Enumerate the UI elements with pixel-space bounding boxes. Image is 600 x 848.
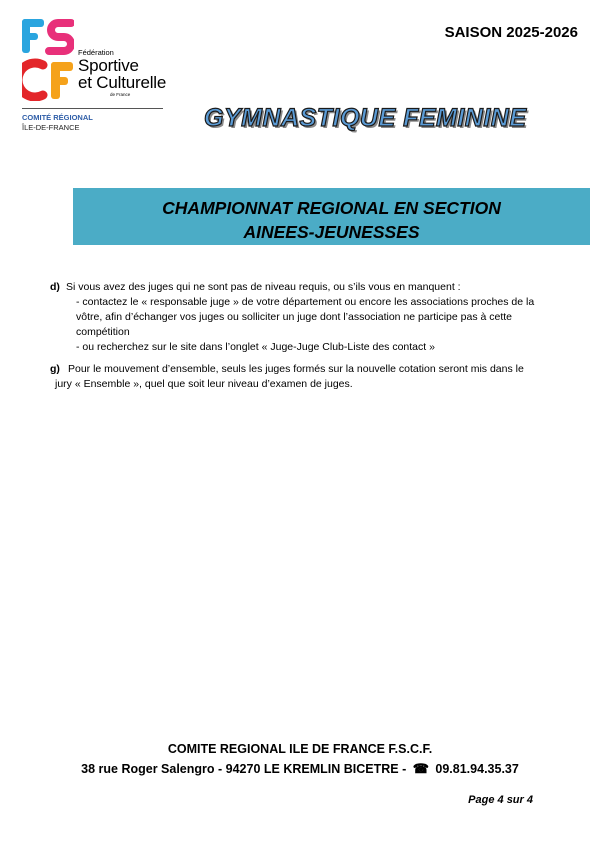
footer-phone: 09.81.94.35.37 (435, 762, 519, 776)
page-number: Page 4 sur 4 (468, 794, 533, 806)
logo-line-culturelle: et Culturelle (78, 72, 167, 92)
item-g-line: Pour le mouvement d’ensemble, seuls les juges formés sur la nouvelle cotation seront mis dans le (68, 363, 524, 375)
season-label: SAISON 2025-2026 (444, 24, 578, 41)
logo-line-sportive: Sportive (78, 55, 139, 75)
item-d-letter: d) (50, 281, 60, 293)
region-title: COMITÉ RÉGIONAL (22, 113, 93, 122)
logo-line-de-france: de France (110, 91, 131, 97)
fscf-logo-icon (22, 19, 74, 101)
item-g-text (55, 362, 568, 392)
logo-line-federation: Fédération (78, 48, 114, 57)
banner-line-2: AINEES-JEUNESSES (243, 222, 420, 242)
championship-banner (73, 188, 590, 245)
footer-organization: COMITE REGIONAL ILE DE FRANCE F.S.C.F. (167, 742, 433, 756)
region-name: ÎLE-DE-FRANCE (22, 123, 80, 132)
logo-divider (22, 108, 163, 109)
item-d-line: compétition (76, 326, 130, 338)
footer-street: 38 rue Roger Salengro - 94270 LE KREMLIN BICETRE - (81, 762, 407, 776)
item-d-intro: Si vous avez des juges qui ne sont pas de niveau requis, ou s’ils vous en manquent : (66, 281, 461, 293)
footer-address (0, 761, 600, 777)
phone-icon: ☎ (412, 761, 429, 776)
item-d-line: - ou recherchez sur le site dans l’onglet « Juge-Juge Club-Liste des contact » (76, 341, 435, 353)
banner-line-1: CHAMPIONNAT REGIONAL EN SECTION (162, 198, 501, 218)
item-d-list (76, 295, 576, 355)
item-d-line: - contactez le « responsable juge » de votre département ou encore les associations proches de la (76, 296, 535, 308)
logo-wordmark (78, 49, 166, 97)
item-d-line: vôtre, afin d’échanger vos juges ou solliciter un juge dont l’association ne participe pas à cette (76, 311, 513, 323)
item-g-line: jury « Ensemble », quel que soit leur niveau d’examen de juges. (55, 378, 353, 390)
discipline-title: GYMNASTIQUE FEMININE (204, 104, 527, 132)
item-g-letter: g) (50, 363, 60, 375)
